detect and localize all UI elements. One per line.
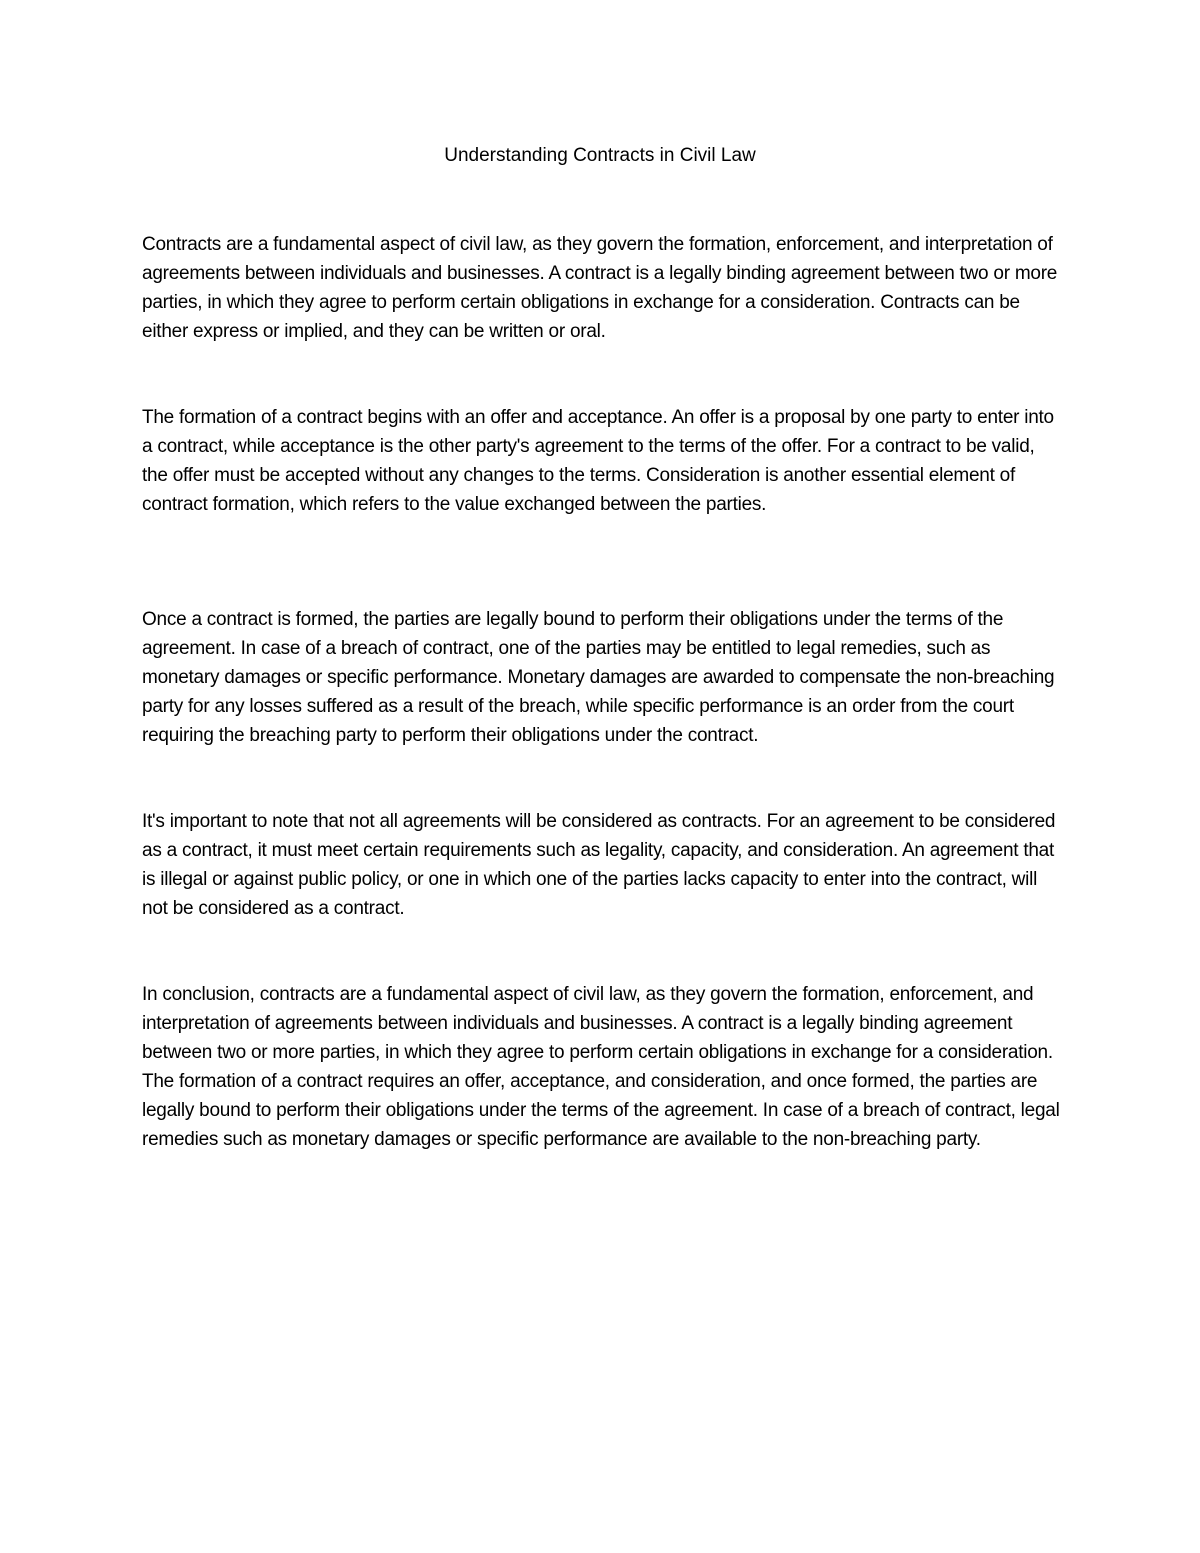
paragraph-breach-remedies: Once a contract is formed, the parties are legally bound to perform their obligations under the terms of the agreement. In case of a breach of contract, one of the parties may be entitled to legal remedies, such as monetary damages or specific performance. Monetary damages are awarded to compensate the non-breaching party for any losses suffered as a result of the breach, while specific performance is an order from the court requiring the breaching party to perform their obligations under the contract. <box>142 609 1055 746</box>
paragraph-formation: The formation of a contract begins with an offer and acceptance. An offer is a proposal by one party to enter into a contract, while acceptance is the other party's agreement to the terms of the offer. For a contract to be valid, the offer must be accepted without any changes to the terms. Consideration is another essential element of contract formation, which refers to the value exchanged between the parties. <box>142 407 1054 515</box>
document-title: Understanding Contracts in Civil Law <box>444 145 756 166</box>
paragraph-conclusion: In conclusion, contracts are a fundamental aspect of civil law, as they govern the formation, enforcement, and interpretation of agreements between individuals and businesses. A contract is a legally binding agreement between two or more parties, in which they agree to perform certain obligations in exchange for a consideration. The formation of a contract requires an offer, acceptance, and consideration, and once formed, the parties are legally bound to perform their obligations under the terms of the agreement. In case of a breach of contract, legal remedies such as monetary damages or specific performance are available to the non-breaching party. <box>142 984 1060 1150</box>
paragraph-introduction: Contracts are a fundamental aspect of civil law, as they govern the formation, enforcement, and interpretation of agreements between individuals and businesses. A contract is a legally binding agreement between two or more parties, in which they agree to perform certain obligations in exchange for a consideration. Contracts can be either express or implied, and they can be written or oral. <box>142 234 1058 342</box>
paragraph-requirements: It's important to note that not all agreements will be considered as contracts. For an agreement to be considered as a contract, it must meet certain requirements such as legality, capacity, and consideration. An agreement that is illegal or against public policy, or one in which one of the parties lacks capacity to enter into the contract, will not be considered as a contract. <box>142 811 1056 919</box>
